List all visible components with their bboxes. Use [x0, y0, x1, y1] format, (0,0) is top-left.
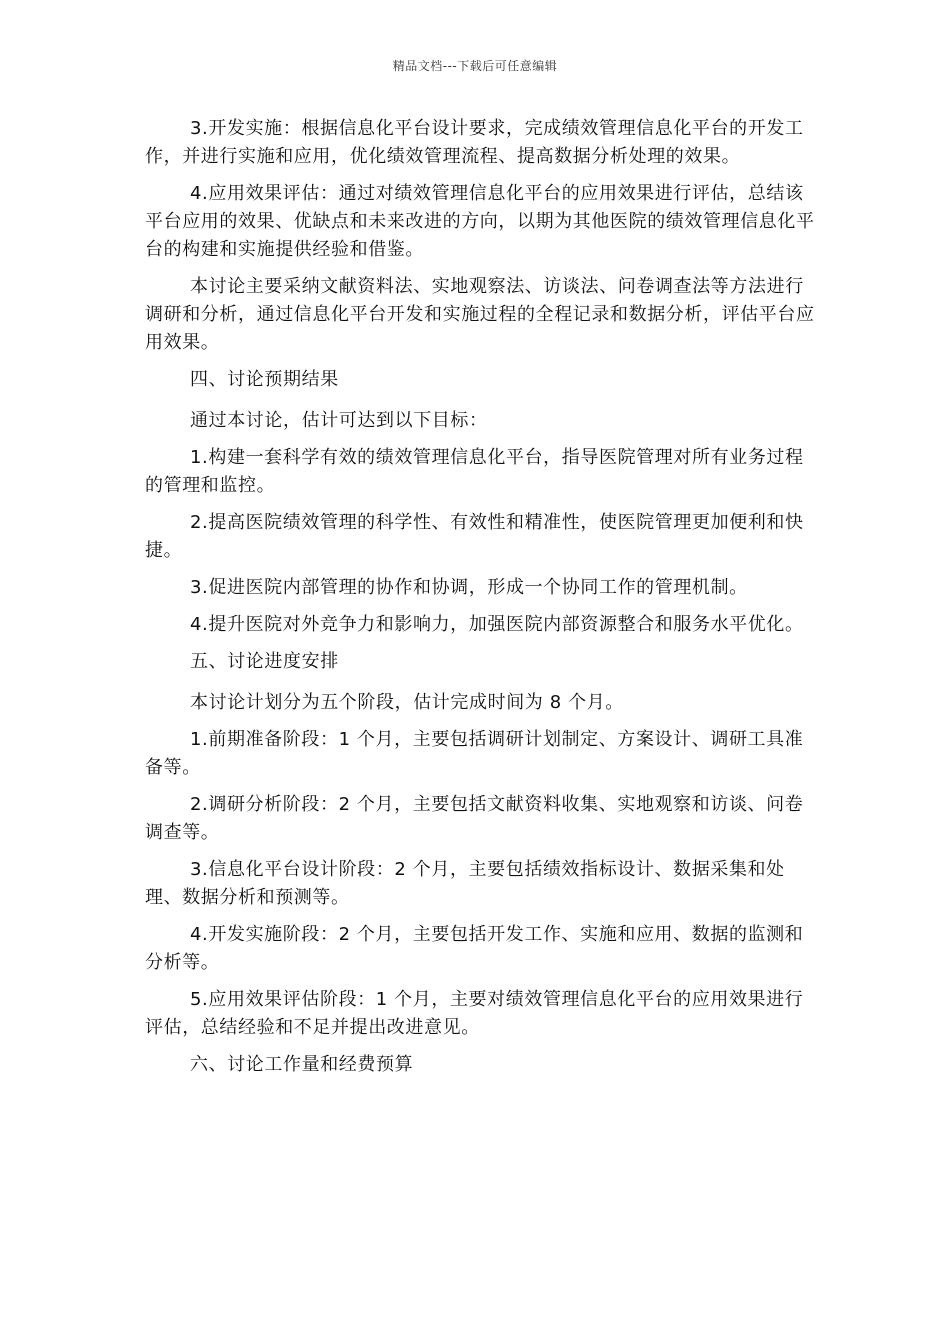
section-heading-expected-results: 四、讨论预期结果 [190, 369, 339, 390]
page-header-watermark: 精品文档---下载后可任意编辑 [392, 59, 558, 73]
list-item-phase-1: 1.前期准备阶段：1 个月，主要包括调研计划制定、方案设计、调研工具准备等。 [145, 729, 804, 778]
list-item-phase-2: 2.调研分析阶段：2 个月，主要包括文献资料收集、实地观察和访谈、问卷调查等。 [145, 794, 804, 843]
list-item-goal-3: 3.促进医院内部管理的协作和协调，形成一个协同工作的管理机制。 [190, 577, 748, 598]
list-item-phase-5: 5.应用效果评估阶段：1 个月，主要对绩效管理信息化平台的应用效果进行评估，总结经验和不足并提出改进意见。 [145, 989, 804, 1038]
paragraph-goals-intro: 通过本讨论，估计可达到以下目标： [190, 410, 488, 431]
list-item-goal-2: 2.提高医院绩效管理的科学性、有效性和精准性，使医院管理更加便利和快捷。 [145, 512, 804, 561]
paragraph-schedule-intro: 本讨论计划分为五个阶段，估计完成时间为 8 个月。 [190, 692, 624, 713]
paragraph-development-implementation: 3.开发实施：根据信息化平台设计要求，完成绩效管理信息化平台的开发工作，并进行实施和应用，优化绩效管理流程、提高数据分析处理的效果。 [145, 118, 804, 167]
list-item-phase-4: 4.开发实施阶段：2 个月，主要包括开发工作、实施和应用、数据的监测和分析等。 [145, 924, 804, 973]
section-heading-schedule: 五、讨论进度安排 [190, 651, 339, 672]
document-body [145, 115, 815, 1092]
section-heading-workload-budget: 六、讨论工作量和经费预算 [190, 1054, 414, 1075]
list-item-goal-1: 1.构建一套科学有效的绩效管理信息化平台，指导医院管理对所有业务过程的管理和监控。 [145, 447, 804, 496]
paragraph-research-methods: 本讨论主要采纳文献资料法、实地观察法、访谈法、问卷调查法等方法进行调研和分析，通过信息化平台开发和实施过程的全程记录和数据分析，评估平台应用效果。 [145, 276, 815, 353]
list-item-phase-3: 3.信息化平台设计阶段：2 个月，主要包括绩效指标设计、数据采集和处理、数据分析和预测等。 [145, 859, 785, 908]
list-item-goal-4: 4.提升医院对外竞争力和影响力，加强医院内部资源整合和服务水平优化。 [190, 614, 804, 635]
paragraph-application-evaluation: 4.应用效果评估：通过对绩效管理信息化平台的应用效果进行评估，总结该平台应用的效果、优缺点和未来改进的方向，以期为其他医院的绩效管理信息化平台的构建和实施提供经验和借鉴。 [145, 183, 815, 260]
